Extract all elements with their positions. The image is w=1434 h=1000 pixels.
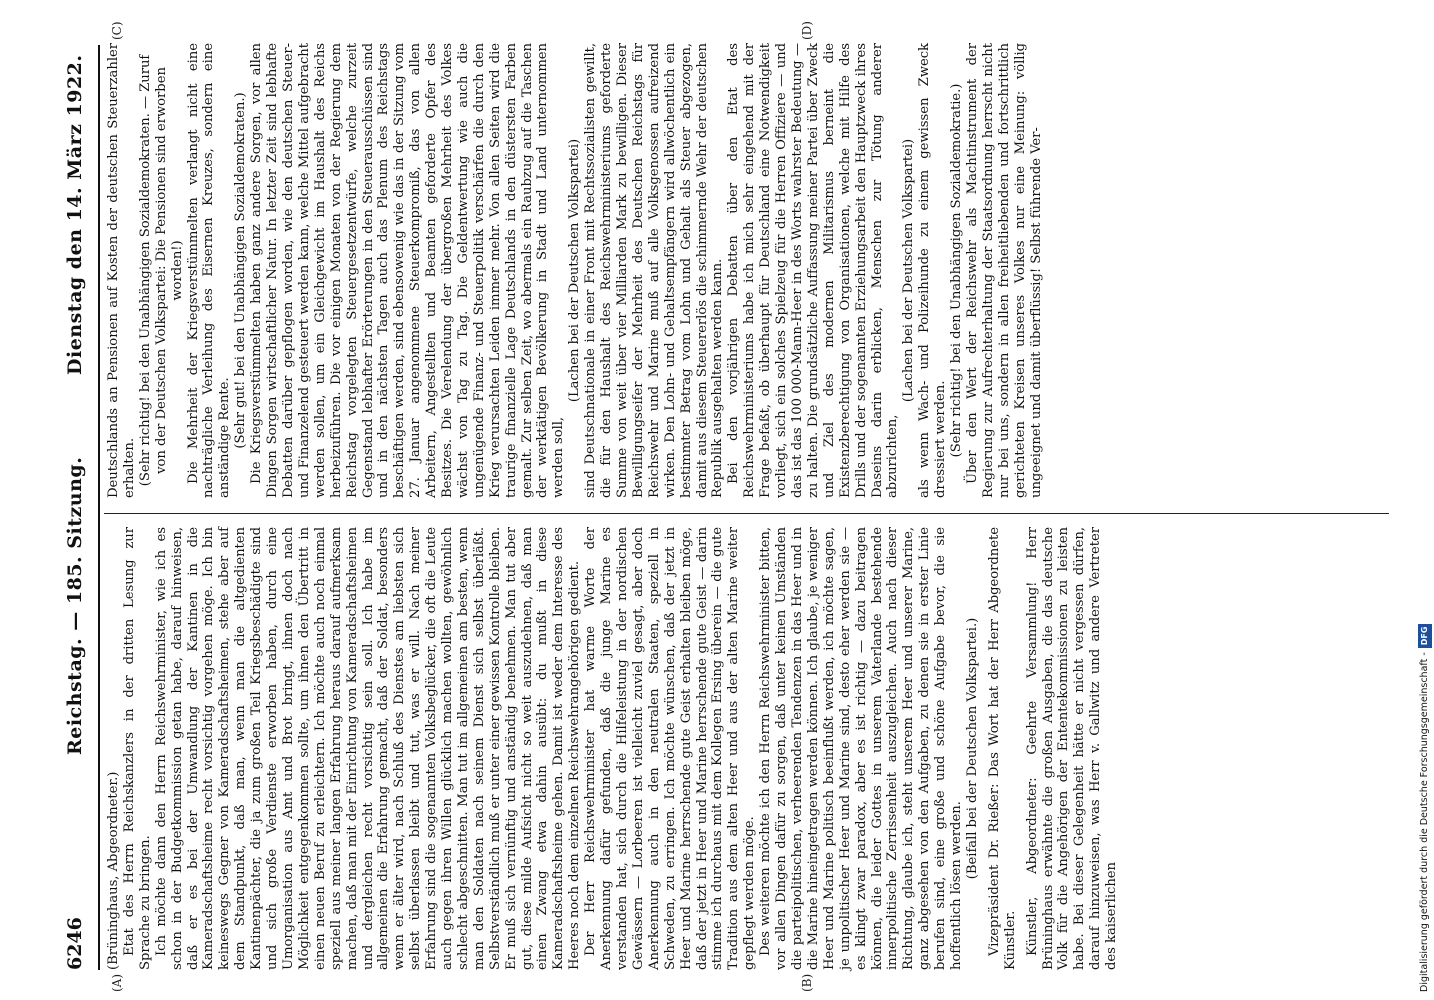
interjection: (Beifall bei der Deutschen Volkspartei.) — [964, 617, 980, 880]
paragraph: Die Mehrheit der Kriegsverstümmelten verlangt nicht eine nachträgliche Verleihung des Eisernen Kreuzes, sondern eine anständige Rente. — [185, 43, 233, 498]
paragraph: Künstler, Abgeordneter: Geehrte Versammlung! Herr Brüninghaus erwähnte die großen Ausgaben, die das deutsche Volk für die Angehörigen der Ententekommissionen zu leisten habe. Bei dieser Gelegenheit hätte er nicht vergessen dürfen, darauf hinzuweisen, was Herr v. Gallwitz und andere Vertreter des kaiserlichen — [1024, 527, 1120, 970]
digitization-credit — [1418, 8, 1432, 992]
interjection: (Sehr gut! bei den Unabhängigen Sozialdemokraten.) — [233, 92, 249, 449]
page-number: 6246 — [64, 917, 86, 970]
interjection: (Sehr richtig! bei den Unabhängigen Sozialdemokratie.) — [949, 83, 965, 458]
margin-mark-d: (D) — [800, 21, 814, 40]
paragraph: Deutschlands an Pensionen auf Kosten der deutschen Steuerzahler erhalten. — [106, 43, 137, 498]
interjection: (Sehr richtig! bei den Unabhängigen Sozialdemokraten. — Zuruf von der Deutschen Volkspartei: Die Pensionen sind erworben worden!) — [137, 54, 185, 487]
dfg-logo: DFG — [1418, 624, 1432, 649]
page-header — [62, 45, 96, 970]
credit-text: Digitalisierung gefördert durch die Deutsche Forschungsgemeinschaft - — [1419, 652, 1430, 992]
column-divider — [104, 513, 1389, 514]
interjection: (Lachen bei der Deutschen Volkspartei) — [901, 138, 917, 403]
left-column — [106, 527, 1120, 970]
speaker-note: (Brüninghaus, Abgeordneter.) — [106, 771, 121, 970]
paragraph: sind Deutschnationale in einer Front mit Rechtssozialisten gewillt, die für den Haushalt des Reichswehrministeriums geforderte Summe von weit über vier Milliarden Mark zu bewilligen. Dieser Bewilligungseifer der Mehrheit des Deutschen Reichstags für Reichswehr und Marine muß auf alle Volksgenossen aufreizend wirken. Den Lohn- und Gehaltsempfängern wird allwöchentlich ein bestimmter Betrag vom Lohn und Gehalt als Steuer abgezogen, damit aus diesem Steuererlös die schimmernde Wehr der deutschen Republik ausgehalten werden kann. — [583, 43, 726, 498]
margin-mark-b: (B) — [800, 973, 814, 992]
interjection: (Lachen bei der Deutschen Volkspartei) — [567, 138, 583, 403]
header-rule — [98, 45, 100, 970]
chair-statement: Vizepräsident Dr. Rießer: Das Wort hat der Herr Abgeordnete Künstler. — [986, 527, 1018, 970]
session-date: Dienstag den 14. März 1922. — [64, 54, 86, 375]
paragraph: Ich möchte dann den Herrn Reichswehrminister, wie ich es schon in der Budgetkommission getan habe, darauf hinweisen, daß er es bei der Umwandlung der Kantinen in die Kameradschaftsheime recht vorsichtig vorgehen möge. Ich bin keineswegs Gegner von Kameradschaftsheimen, stehe aber auf dem Standpunkt, daß man, wenn man die altgedienten Kantinenpächter, die ja zum großen Teil Kriegsbeschädigte sind und sich große Verdienste erworben haben, durch eine Umorganisation aus Amt und Brot bringt, ihnen doch nach Möglichkeit entgegenkommen sollte, um ihnen den Übertritt in einen neuen Beruf zu erleichtern. Ich möchte auch noch einmal speziell aus meiner langen Erfahrung heraus darauf aufmerksam machen, daß man mit der Einrichtung von Kameradschaftsheimen und dergleichen recht vorsichtig sein soll. Ich habe im allgemeinen die Erfahrung gemacht, daß der Soldat, besonders wenn er älter wird, nach Schluß des Dienstes am liebsten sich selbst überlassen bleibt und tut, was er will. Nach meiner Erfahrung sind die sogenannten Volksbeglücker, die oft die Leute auch gegen ihren Willen glücklich machen wollten, gewöhnlich schlecht abgeschnitten. Man tut im allgemeinen am besten, wenn man den Soldaten nach seinem Dienst sich selbst überläßt. Selbstverständlich muß er unter einer gewissen Kontrolle bleiben. Er muß sich vernünftig und anständig benehmen. Man tut aber gut, diese milde Aufsicht nicht so weit auszudehnen, daß man einen Zwang etwa dahin ausübt: du mußt in diese Kameradschaftsheime gehen. Damit ist weder dem Interesse des Heeres noch dem einzelnen Reichswehrangehörigen gedient. — [153, 527, 583, 970]
paragraph: Die Kriegsverstümmelten haben ganz andere Sorgen, vor allen Dingen Sorgen wirtschaftlicher Natur. In letzter Zeit sind lebhafte Debatten darüber gepflogen worden, wie den deutschen Steuer- und Finanzelend gesteuert werden kann, welche Mittel aufgebracht werden sollen, um ein Gleichgewicht im Haushalt des Reichs herbeizuführen. Die vor einigen Monaten von der Regierung dem Reichstag vorgelegten Steuergesetzentwürfe, welche zurzeit Gegenstand lebhafter Erörterungen in den Steuerausschüssen sind und in den nächsten Tagen auch das Plenum des Reichstags beschäftigen werden, sind ebensowenig wie das in der Sitzung vom 27. Januar angenommene Steuerkompromiß, das von allen Arbeitern, Angestellten und Beamten geforderte Opfer des Besitzes. Die Verelendung der übergroßen Mehrheit des Volkes wächst von Tag zu Tag. Die Geldentwertung wie auch die ungenügende Finanz- und Steuerpolitik verschärfen die durch den Krieg verursachten Leiden immer mehr. Von allen Seiten wird die traurige finanzielle Lage Deutschlands in den düstersten Farben gemalt. Zur selben Zeit, wo abermals ein Raubzug auf die Taschen der werktätigen Bevölkerung in Stadt und Land unternommen werden soll, — [249, 43, 567, 498]
session-title: Reichstag. — 185. Sitzung. — [64, 456, 86, 755]
paragraph: Der Herr Reichswehrminister hat warme Worte der Anerkennung dafür gefunden, daß die junge Marine es verstanden hat, sich durch die Hilfeleistung in der nordischen Gewässern — Lorbeeren ist vielleicht zuviel gesagt, aber doch Anerkennung auch in den neutralen Staaten, speziell in Schweden, zu erringen. Ich möchte wünschen, daß der jetzt in Heer und Marine herrschende gute Geist erhalten bleiben möge, daß der jetzt in Heer und Marine herrschende gute Geist — darin stimme ich durchaus mit dem Kollegen Ersing überein — die gute Tradition aus dem alten Heer und aus der alten Marine weiter gepflegt werden möge. — [583, 527, 758, 970]
paragraph: Über den Wert der Reichswehr als Machtinstrument der Regierung zur Aufrechterhaltung der Staatsordnung herrscht nicht nur bei uns, sondern in allen freiheitliebenden und fortschrittlich gerichteten Kreisen unseres Volkes nur eine Meinung: völlig ungeeignet und damit überflüssig! Selbst führende Ver- — [964, 43, 1044, 498]
paragraph: Bei den vorjährigen Debatten über den Etat des Reichswehrministeriums habe ich mich sehr eingehend mit der Frage befaßt, ob überhaupt für Deutschland eine Notwendigkeit vorliegt, sich ein solches Spielzeug für die Herren Offiziere — und das ist das 100 000-Mann-Heer in des Worts wahrster Bedeutung — zu halten. Die grundsätzliche Auffassung meiner Partei über Zweck und Ziel des modernen Militarismus berneint die Existenzberechtigung von Organisationen, welche mit Hilfe des Drills und der sogenannten Erziehungsarbeit den Hauptzweck ihres Daseins darin erblicken, Menschen zur Tötung anderer abzurichten, — [726, 43, 901, 498]
rotated-newspaper-page — [40, 0, 1400, 1000]
paragraph: als wenn Wach- und Polizeihunde zu einem gewissen Zweck dressiert werden. — [917, 43, 949, 498]
margin-mark-a: (A) — [110, 973, 124, 992]
right-column — [106, 43, 1044, 498]
margin-mark-c: (C) — [110, 21, 124, 40]
paragraph: Des weiteren möchte ich den Herrn Reichswehrminister bitten, vor allen Dingen dafür zu sorgen, daß unter keinen Umständen die parteipolitischen, verheerenden Tendenzen in das Heer und in die Marine hineingetragen werden können. Ich glaube, je weniger Heer und Marine politisch beeinflußt werden, ich möchte sagen, je unpolitischer Heer und Marine sind, desto eher werden sie — es klingt zwar paradox, aber es ist richtig — dazu beitragen können, die leider Gottes in unserem Vaterlande bestehende innerpolitische Zerrissenheit auszugleichen. Auch nach dieser Richtung, glaube ich, steht unserem Heer und unserer Marine, ganz abgesehen von den Aufgaben, zu denen sie in erster Linie berufen sind, eine große und schöne Aufgabe bevor, die sie hoffentlich lösen werden. — [758, 527, 965, 970]
paragraph: Etat des Herrn Reichskanzlers in der dritten Lesung zur Sprache zu bringen. — [121, 527, 153, 970]
